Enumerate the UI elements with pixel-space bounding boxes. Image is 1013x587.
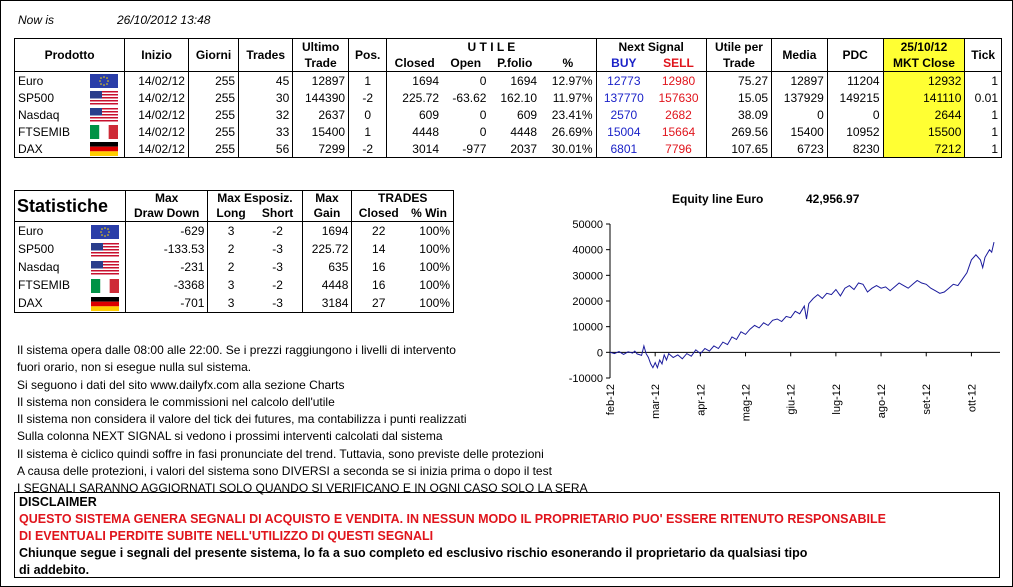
table-row bbox=[15, 240, 454, 258]
col-inizio: Inizio bbox=[125, 39, 189, 72]
cell-ultimo: 7299 bbox=[293, 140, 349, 158]
cell-ultimo: 15400 bbox=[293, 123, 349, 140]
cell-short: -3 bbox=[254, 294, 302, 313]
col-closed: Closed bbox=[352, 206, 405, 222]
cell-inizio: 14/02/12 bbox=[125, 140, 189, 158]
x-tick-label: mag-12 bbox=[740, 384, 753, 422]
cell-closed: 4448 bbox=[412, 124, 439, 139]
col-pct: % bbox=[540, 55, 596, 72]
row-name: FTSEMIB bbox=[15, 276, 85, 294]
x-tick-label: apr-12 bbox=[695, 384, 708, 416]
disclaimer-text-2: di addebito. bbox=[19, 563, 90, 577]
cell-gain: 635 bbox=[302, 258, 352, 276]
cell-pos: 1 bbox=[349, 123, 387, 140]
col-gain: Gain bbox=[302, 206, 352, 222]
cell-long: 2 bbox=[227, 242, 235, 256]
cell-tick: 0.01 bbox=[965, 89, 1002, 106]
cell-gain: 4448 bbox=[302, 276, 352, 294]
disclaimer-box bbox=[14, 492, 1000, 578]
signals-table bbox=[14, 38, 1002, 158]
cell-pdc: 11204 bbox=[827, 72, 883, 90]
cell-pdc: 149215 bbox=[827, 89, 883, 106]
note-line: A causa delle protezioni, i valori del sistema sono DIVERSI a seconda se si inizia prima o dopo il test bbox=[17, 464, 552, 479]
flag-us-icon bbox=[84, 258, 125, 276]
y-tick-label: 10000 bbox=[572, 321, 603, 334]
cell-inizio: 14/02/12 bbox=[125, 89, 189, 106]
cell-tick: 1 bbox=[965, 72, 1002, 90]
cell-mkt-close: 15500 bbox=[883, 123, 965, 140]
cell-media: 6723 bbox=[772, 140, 828, 158]
table-row bbox=[15, 106, 1002, 123]
cell-buy: 15004 bbox=[596, 123, 651, 140]
flag-eu-icon bbox=[84, 222, 125, 241]
cell-sell: 157630 bbox=[658, 90, 699, 105]
disclaimer-title: DISCLAIMER bbox=[19, 495, 97, 509]
cell-mkt-close: 12932 bbox=[883, 72, 965, 90]
equity-line-chart bbox=[548, 212, 1008, 432]
col-pos: Pos. bbox=[349, 39, 387, 72]
cell-win: 100% bbox=[405, 276, 453, 294]
cell-ultimo: 144390 bbox=[293, 89, 349, 106]
cell-dd: -231 bbox=[125, 258, 208, 276]
cell-win: 100% bbox=[405, 240, 453, 258]
table-row bbox=[15, 294, 454, 313]
cell-closed: 1694 bbox=[412, 73, 439, 88]
cell-closed: 609 bbox=[418, 107, 439, 122]
col-pdc: PDC bbox=[827, 39, 883, 72]
cell-mkt-close: 2644 bbox=[883, 106, 965, 123]
cell-media: 12897 bbox=[772, 72, 828, 90]
flag-eu-icon bbox=[84, 72, 125, 90]
col-trades: Trades bbox=[239, 39, 293, 72]
cell-pfolio: 4448 bbox=[510, 124, 538, 139]
cell-long: 2 bbox=[227, 260, 235, 274]
cell-pos: -2 bbox=[349, 140, 387, 158]
cell-short: -2 bbox=[254, 222, 302, 241]
x-tick-label: giu-12 bbox=[785, 384, 798, 415]
flag-it-icon bbox=[84, 276, 125, 294]
cell-closed: 16 bbox=[372, 260, 386, 274]
cell-pct: 12.97% bbox=[551, 73, 593, 88]
cell-utile-trade: 15.05 bbox=[706, 89, 771, 106]
chart-value: 42,956.97 bbox=[806, 192, 860, 206]
y-tick-label: 30000 bbox=[572, 270, 603, 283]
cell-long: 3 bbox=[227, 224, 235, 238]
cell-giorni: 255 bbox=[188, 89, 238, 106]
col-win: % Win bbox=[405, 206, 453, 222]
col-sell: SELL bbox=[651, 55, 706, 72]
cell-pct: 11.97% bbox=[552, 90, 593, 105]
cell-short: -3 bbox=[254, 258, 302, 276]
cell-dd: -133.53 bbox=[125, 240, 208, 258]
cell-pfolio: 1694 bbox=[510, 73, 538, 88]
equity-series-line bbox=[610, 242, 994, 368]
cell-dd: -701 bbox=[125, 294, 208, 313]
row-name: Nasdaq bbox=[15, 106, 84, 123]
y-tick-label: 0 bbox=[596, 347, 603, 360]
cell-gain: 3184 bbox=[302, 294, 352, 313]
cell-buy: 2570 bbox=[596, 106, 651, 123]
note-line: Il sistema è ciclico quindi soffre in fasi pronunciate del trend. Tuttavia, sono previste delle protezioni bbox=[17, 446, 544, 461]
disclaimer-text-1: Chiunque segue i segnali del presente sistema, lo fa a suo completo ed esclusivo rischio esonerando il proprietario da qualsiasi tipo bbox=[19, 546, 808, 560]
row-name: Euro bbox=[15, 72, 84, 90]
row-name: DAX bbox=[15, 294, 85, 313]
cell-sell: 15664 bbox=[661, 124, 696, 139]
cell-buy: 137770 bbox=[596, 89, 651, 106]
col-giorni: Giorni bbox=[188, 39, 238, 72]
col-buy: BUY bbox=[596, 55, 651, 72]
cell-dd: -629 bbox=[125, 222, 208, 241]
cell-utile-trade: 38.09 bbox=[706, 106, 771, 123]
cell-giorni: 255 bbox=[188, 123, 238, 140]
y-tick-label: 50000 bbox=[572, 219, 603, 231]
y-tick-label: -10000 bbox=[568, 373, 603, 385]
x-tick-label: ott-12 bbox=[966, 384, 979, 413]
cell-pos: -2 bbox=[349, 89, 387, 106]
table-row bbox=[15, 258, 454, 276]
col-drawdown: Draw Down bbox=[125, 206, 208, 222]
cell-utile-trade: 269.56 bbox=[706, 123, 771, 140]
cell-open: -977 bbox=[442, 140, 489, 158]
cell-pos: 1 bbox=[349, 72, 387, 90]
cell-win: 100% bbox=[405, 294, 453, 313]
flag-de-icon bbox=[84, 294, 125, 313]
y-tick-label: 20000 bbox=[572, 296, 603, 308]
notes-block bbox=[17, 342, 588, 498]
disclaimer-warning-1: QUESTO SISTEMA GENERA SEGNALI DI ACQUISTO E VENDITA. IN NESSUN MODO IL PROPRIETARIO PUO' ESSERE RITENUTO RESPONSABILE bbox=[19, 512, 886, 526]
now-datetime: 26/10/2012 13:48 bbox=[117, 13, 211, 27]
disclaimer-warning-2: DI EVENTUALI PERDITE SUBITE NELL'UTILIZZO DI QUESTI SEGNALI bbox=[19, 529, 434, 543]
note-line: Il sistema opera dalle 08:00 alle 22:00. Se i prezzi raggiungono i livelli di intervento bbox=[17, 343, 456, 357]
cell-sell: 12980 bbox=[661, 73, 696, 88]
x-tick-label: mar-12 bbox=[650, 384, 663, 419]
cell-gain: 1694 bbox=[302, 222, 352, 241]
flag-us-icon bbox=[84, 240, 125, 258]
row-name: Nasdaq bbox=[15, 258, 85, 276]
cell-trades: 30 bbox=[239, 89, 293, 106]
col-pfolio: P.folio bbox=[489, 55, 540, 72]
cell-media: 15400 bbox=[772, 123, 828, 140]
flag-us-icon bbox=[84, 89, 125, 106]
cell-trades: 45 bbox=[239, 72, 293, 90]
cell-pfolio: 609 bbox=[517, 107, 538, 122]
cell-pct: 26.69% bbox=[551, 124, 593, 139]
col-tick: Tick bbox=[965, 39, 1002, 72]
table-row bbox=[15, 140, 1002, 158]
col-ultimo-trade: Ultimo Trade bbox=[293, 39, 349, 72]
cell-tick: 1 bbox=[965, 106, 1002, 123]
col-short: Short bbox=[254, 206, 302, 222]
cell-inizio: 14/02/12 bbox=[125, 106, 189, 123]
cell-short: -2 bbox=[254, 276, 302, 294]
col-max-dd: Max bbox=[125, 191, 208, 207]
flag-it-icon bbox=[84, 123, 125, 140]
col-mkt-close: 25/10/12 MKT Close bbox=[883, 39, 965, 72]
cell-closed: 27 bbox=[352, 294, 405, 313]
cell-giorni: 255 bbox=[188, 106, 238, 123]
cell-closed: 3014 bbox=[387, 140, 442, 158]
cell-sell: 2682 bbox=[665, 107, 692, 122]
note-line: Il sistema non considera il valore del tick dei futures, ma contabilizza i punti realizzati bbox=[17, 412, 467, 427]
cell-open: 0 bbox=[479, 124, 487, 139]
cell-pdc: 10952 bbox=[827, 123, 883, 140]
y-tick-label: 40000 bbox=[572, 244, 603, 257]
note-line: fuori orario, non si esegue nulla sul sistema. bbox=[17, 360, 252, 375]
cell-short: -3 bbox=[254, 240, 302, 258]
cell-closed: 22 bbox=[372, 224, 386, 238]
row-name: SP500 bbox=[15, 89, 84, 106]
cell-open: -63.62 bbox=[452, 90, 487, 105]
cell-win: 100% bbox=[405, 258, 453, 276]
cell-media: 137929 bbox=[772, 89, 828, 106]
cell-giorni: 255 bbox=[188, 72, 238, 90]
cell-dd: -3368 bbox=[125, 276, 208, 294]
row-name: FTSEMIB bbox=[15, 123, 84, 140]
col-prodotto: Prodotto bbox=[15, 39, 125, 72]
row-name: SP500 bbox=[15, 240, 85, 258]
cell-trades: 56 bbox=[239, 140, 293, 158]
note-line: Il sistema non considera le commissioni nel calcolo dell'utile bbox=[17, 394, 335, 409]
cell-giorni: 255 bbox=[188, 140, 238, 158]
cell-sell: 7796 bbox=[651, 140, 706, 158]
cell-open: 0 bbox=[479, 73, 487, 88]
now-label: Now is bbox=[18, 13, 55, 27]
cell-ultimo: 2637 bbox=[293, 106, 349, 123]
cell-pfolio: 162.10 bbox=[500, 90, 538, 105]
cell-pct: 23.41% bbox=[551, 107, 593, 122]
cell-tick: 1 bbox=[965, 140, 1002, 158]
cell-media: 0 bbox=[772, 106, 828, 123]
note-line: Sulla colonna NEXT SIGNAL si vedono i prossimi interventi calcolati dal sistema bbox=[17, 429, 443, 444]
col-long: Long bbox=[208, 206, 254, 222]
x-tick-label: lug-12 bbox=[830, 384, 843, 415]
cell-utile-trade: 75.27 bbox=[706, 72, 771, 90]
flag-de-icon bbox=[84, 140, 125, 158]
col-closed: Closed bbox=[387, 55, 442, 72]
stats-table bbox=[14, 190, 454, 313]
table-row bbox=[15, 222, 454, 241]
cell-trades: 33 bbox=[239, 123, 293, 140]
note-line: Si seguono i dati del sito www.dailyfx.com alla sezione Charts bbox=[17, 377, 345, 392]
cell-closed: 14 bbox=[372, 242, 386, 256]
cell-long: 3 bbox=[227, 278, 235, 292]
cell-mkt-close: 7212 bbox=[883, 140, 965, 158]
cell-inizio: 14/02/12 bbox=[125, 123, 189, 140]
table-row bbox=[15, 72, 1002, 90]
table-row bbox=[15, 123, 1002, 140]
stats-title: Statistiche bbox=[15, 191, 126, 222]
cell-gain: 225.72 bbox=[302, 240, 352, 258]
cell-pfolio: 2037 bbox=[489, 140, 540, 158]
flag-us-icon bbox=[84, 106, 125, 123]
cell-closed: 225.72 bbox=[402, 90, 439, 105]
cell-closed: 16 bbox=[372, 278, 386, 292]
chart-title: Equity line Euro bbox=[672, 192, 764, 206]
row-name: DAX bbox=[15, 140, 84, 158]
note-line: I SEGNALI SARANNO AGGIORNATI SOLO QUANDO SI VERIFICANO E IN OGNI CASO SOLO LA SERA bbox=[17, 481, 588, 496]
x-tick-label: set-12 bbox=[921, 384, 934, 415]
x-tick-label: ago-12 bbox=[876, 384, 889, 419]
cell-trades: 32 bbox=[239, 106, 293, 123]
col-open: Open bbox=[442, 55, 489, 72]
col-esposiz: Max Esposiz. bbox=[208, 191, 302, 207]
cell-pdc: 8230 bbox=[827, 140, 883, 158]
cell-buy: 12773 bbox=[596, 72, 651, 90]
cell-mkt-close: 141110 bbox=[883, 89, 965, 106]
cell-pdc: 0 bbox=[827, 106, 883, 123]
table-row bbox=[15, 89, 1002, 106]
col-utile-group: U T I L E bbox=[387, 39, 596, 56]
cell-pos: 0 bbox=[349, 106, 387, 123]
cell-ultimo: 12897 bbox=[293, 72, 349, 90]
cell-buy: 6801 bbox=[596, 140, 651, 158]
cell-long: 3 bbox=[208, 294, 254, 313]
cell-tick: 1 bbox=[965, 123, 1002, 140]
cell-pct: 30.01% bbox=[540, 140, 596, 158]
cell-open: 0 bbox=[479, 107, 487, 122]
chart-axes bbox=[569, 219, 1000, 421]
x-tick-label: feb-12 bbox=[605, 384, 617, 416]
col-next-signal: Next Signal bbox=[596, 39, 706, 56]
col-media: Media bbox=[772, 39, 828, 72]
cell-inizio: 14/02/12 bbox=[125, 72, 189, 90]
col-utile-per-trade: Utile per Trade bbox=[706, 39, 771, 72]
col-trades-group: TRADES bbox=[352, 191, 454, 207]
table-row bbox=[15, 276, 454, 294]
cell-utile-trade: 107.65 bbox=[706, 140, 771, 158]
row-name: Euro bbox=[15, 222, 85, 241]
col-max-gain: Max bbox=[302, 191, 352, 207]
cell-win: 100% bbox=[405, 222, 453, 241]
